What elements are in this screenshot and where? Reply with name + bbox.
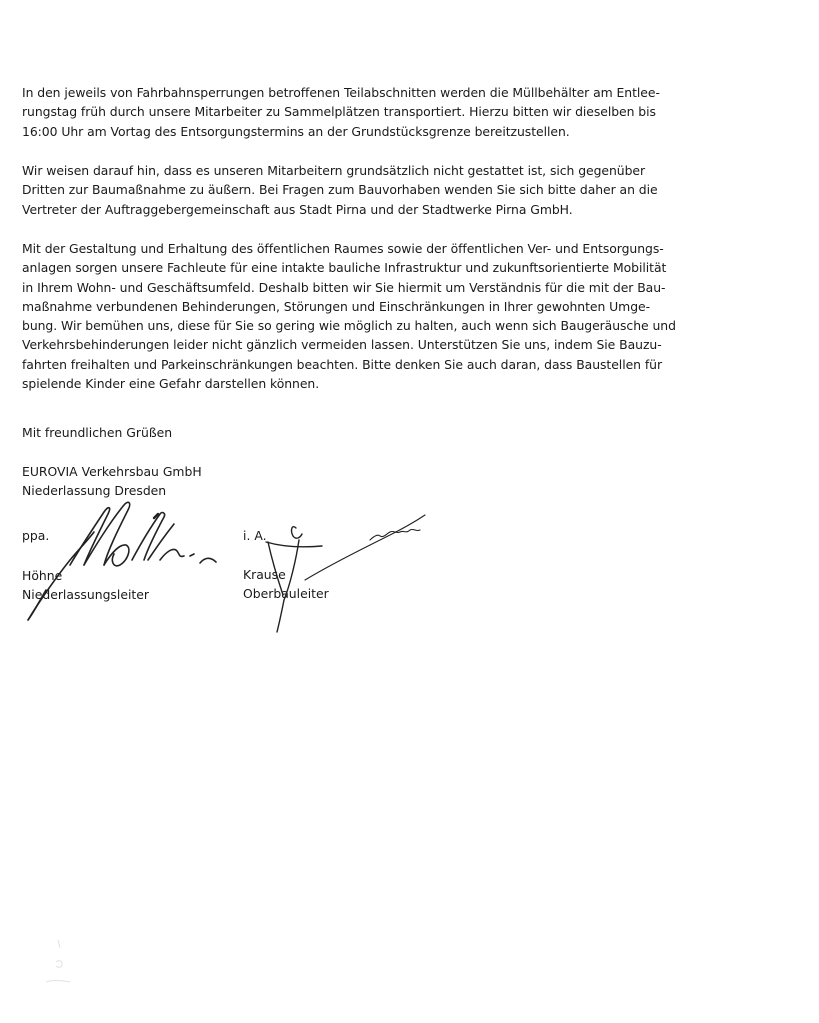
signatory-2-prefix: i. A.: [243, 528, 267, 543]
signatory-1-title: Niederlassungsleiter: [22, 587, 149, 602]
text-line: spielende Kinder eine Gefahr darstellen können.: [22, 376, 320, 392]
signatory-2-name: Krause: [243, 567, 286, 582]
text-line: 16:00 Uhr am Vortag des Entsorgungstermins an der Grundstücksgrenze bereitzustellen.: [22, 123, 570, 139]
bleed-through-marks: [30, 930, 90, 1000]
text-line: fahrten freihalten und Parkeinschränkungen beachten. Bitte denken Sie auch daran, dass Baustellen für: [22, 356, 663, 372]
signatory-2-title: Oberbauleiter: [243, 586, 329, 601]
company-block: [22, 462, 202, 500]
company-branch: Niederlassung Dresden: [22, 483, 167, 498]
text-line: Vertreter der Auftraggebergemeinschaft aus Stadt Pirna und der Stadtwerke Pirna GmbH.: [22, 201, 573, 217]
signatory-1-prefix: ppa.: [22, 528, 50, 543]
company-name: EUROVIA Verkehrsbau GmbH: [22, 464, 202, 479]
text-line: bung. Wir bemühen uns, diese für Sie so gering wie möglich zu halten, auch wenn sich Baugeräusche und: [22, 318, 676, 334]
text-line: rungstag früh durch unsere Mitarbeiter zu Sammelplätzen transportiert. Hierzu bitten wir dieselben bis: [22, 104, 656, 120]
text-line: maßnahme verbundenen Behinderungen, Störungen und Einschränkungen in Ihrer gewohnten Umge-: [22, 298, 651, 314]
signatory-1-name: Höhne: [22, 568, 63, 583]
text-line: Dritten zur Baumaßnahme zu äußern. Bei Fragen zum Bauvorhaben wenden Sie sich bitte daher an die: [22, 182, 658, 198]
text-line: anlagen sorgen unsere Fachleute für eine intakte bauliche Infrastruktur und zukunftsorientierte Mobilität: [22, 260, 667, 276]
signature-krause: [266, 515, 425, 632]
text-line: Verkehrsbehinderungen leider nicht gänzlich vermeiden lassen. Unterstützen Sie uns, indem Sie Bauzu-: [22, 337, 662, 353]
text-line: in Ihrem Wohn- und Geschäftsumfeld. Deshalb bitten wir Sie hiermit um Verständnis für die mit der Bau-: [22, 279, 666, 295]
closing-greeting: Mit freundlichen Grüßen: [22, 425, 173, 440]
text-line: Mit der Gestaltung und Erhaltung des öffentlichen Raumes sowie der öffentlichen Ver- und Entsorgungs-: [22, 241, 664, 256]
text-line: Wir weisen darauf hin, dass es unseren Mitarbeitern grundsätzlich nicht gestattet ist, sich gegenüber: [22, 163, 646, 178]
paragraph-waste-collection: [22, 83, 782, 141]
paragraph-inquiries: [22, 161, 782, 219]
paragraph-understanding: [22, 239, 782, 393]
text-line: In den jeweils von Fahrbahnsperrungen betroffenen Teilabschnitten werden die Müllbehälter am Entlee-: [22, 85, 660, 100]
